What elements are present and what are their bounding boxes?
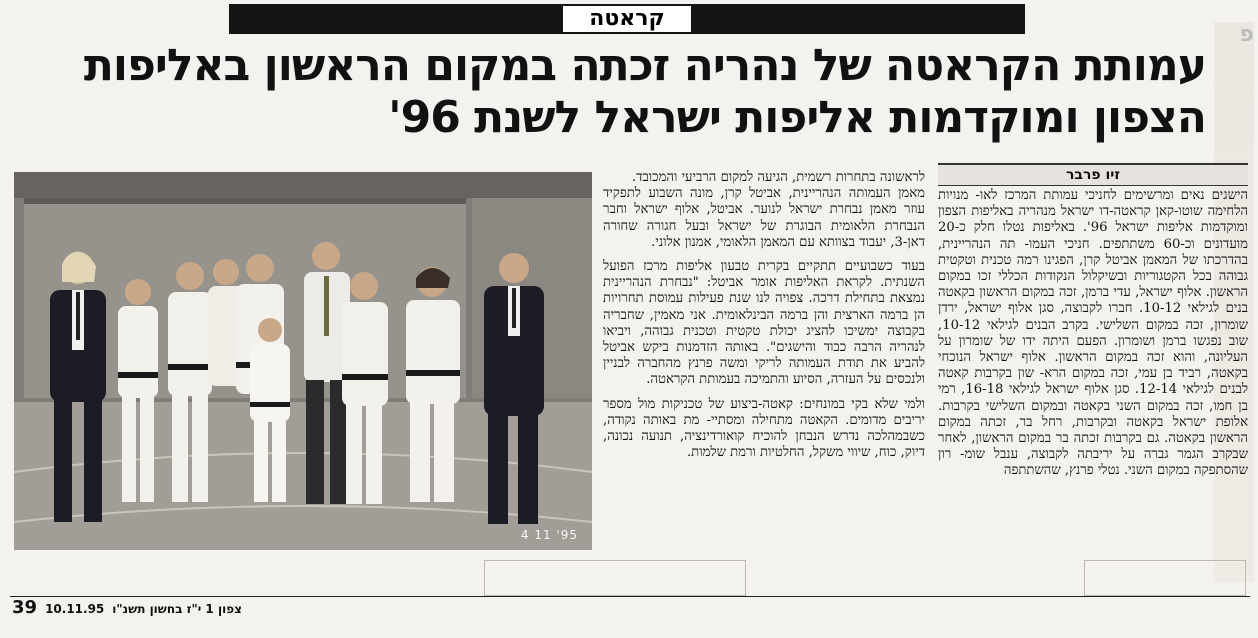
article-paragraph: בעוד כשבועיים תתקיים בקרית טבעון אליפות מרכז הפועל השנתית. לקראת האליפות אומר אביטל: "נבחרת הנהריינית נמצאת בתחילת דרכה. צפויה לנו שנת פעילות עמוסת תחרויות הן ברמה הארצית והן ברמה הבינלאומית. אני מאמין, שחבריה בקבוצה ימשיכו להציג יכולת טקטית וטכנית גבוהה, ויביאו לנהריה הרבה כבוד והישגים". באותה הזדמנות ביקש אביטל להביע את תודת העמותה לריקי ומשה פרנץ מהחברה לבניין ולנכסים על העזרה, הסיוע והתמיכה בעמותת הקראטה. [603, 259, 925, 388]
team-photo-illustration [14, 172, 592, 550]
article-column-middle [603, 170, 925, 576]
headline-line-1: עמותת הקראטה של נהריה זכתה במקום הראשון באליפות [83, 40, 1206, 91]
issue-date: 10.11.95 [45, 602, 105, 616]
section-bar [229, 4, 1025, 34]
section-label: קראטה [563, 6, 691, 32]
page-footer [12, 597, 242, 618]
article-column-right [938, 188, 1248, 576]
byline: זיו פרבר [938, 163, 1248, 186]
headline [26, 40, 1206, 144]
bleed-glyph: פ [1239, 22, 1254, 47]
photo-date-stamp: 4 11 '95 [520, 528, 578, 542]
article-paragraph: מאמן העמותה הנהריינית, אביטל קרן, מונה השבוע לתפקיד עוזר מאמן נבחרת ישראל לנוער. אביטל, אלוף ישראל וחבר הנבחרת הלאומית הבוגרת של ישראל ובעל חגורה שחורה דאן-3, יעבוד בצוותא עם המאמן הלאומי, אמנון אלוני. [603, 186, 925, 250]
article-paragraph: הישגים נאים ומרשימים לחניכי עמותת המרכז לאו- מנויות הלחימה שוטו-קאן קראטה-דו ישראל מנהריה באליפות הצפון ומוקדמות אליפות ישראל 96'. באליפות נטלו חלק כ-20 מועדונים וכ-60 משתתפים. חניכי העמו- תה הנהריינית, בהדרכתו של המאמן אביטל קרן, הפגינו רמה טכנית וטקטית גבוהה בכל הקטגוריות ובשיקלול הנקודות הכללי זכו במקום הראשון. אלוף ישראל, עדי ברמן, זכה במקום הראשון בקאטה בנים לגילאי 10-12. חברו לקבוצה, סגן אלוף ישראל, ירדן שומרון, זכה במקום השלישי. בקרב הבנים לגילאי 10-12, שוב נפגשו ברמן ושומרון. הפעם היתה ידו של שומרון על העליונה, והוא זכה במקום הראשון. אלוף ישראל הנוכחי בקאטה, רביד בן עמי, זכה במקום הרא- שון בקרבות קאטה לבנים לגילאי 12-14. סגן אלוף ישראל לגילאי 16-18, רמי בן חמו, זכה במקום השני בקאטה ובמקום השלישי בקרבות. אלופת ישראל בקאטה ובקרבות, רחל בר, זכתה במקום הראשון בקאטה. גם בקרבות זכתה בר במקום הראשון, לאחר שבקרב הגמר גברה על יריבתה לקבוצה, ענבל שומ- רון שהסתפקה במקום השני. נטלי פרנץ, שהשתתפה [938, 188, 1248, 479]
team-photo [14, 172, 592, 550]
issue-hebrew-date: צפון 1 י"ז בחשון תשנ"ו [112, 602, 242, 616]
page-number: 39 [12, 597, 38, 618]
article-paragraph: ולמי שלא בקי במונחים: קאטה-ביצוע של טכניקות מול מספר יריבים מדומים. הקאטה מתחילה ומסתיי- מת באותה נקודה, כשבמהלכה נדרש הנבחן להוכיח קואורדינציה, תנועה נכונה, דיוק, כוח, שיווי משקל, החלטיות ורמת שלמות. [603, 396, 925, 461]
article-paragraph: לראשונה בתחרות רשמית, הגיעה למקום הרביעי והמכובד. [631, 170, 925, 185]
headline-line-2: הצפון ומוקדמות אליפות ישראל לשנת 96' [388, 92, 1206, 143]
